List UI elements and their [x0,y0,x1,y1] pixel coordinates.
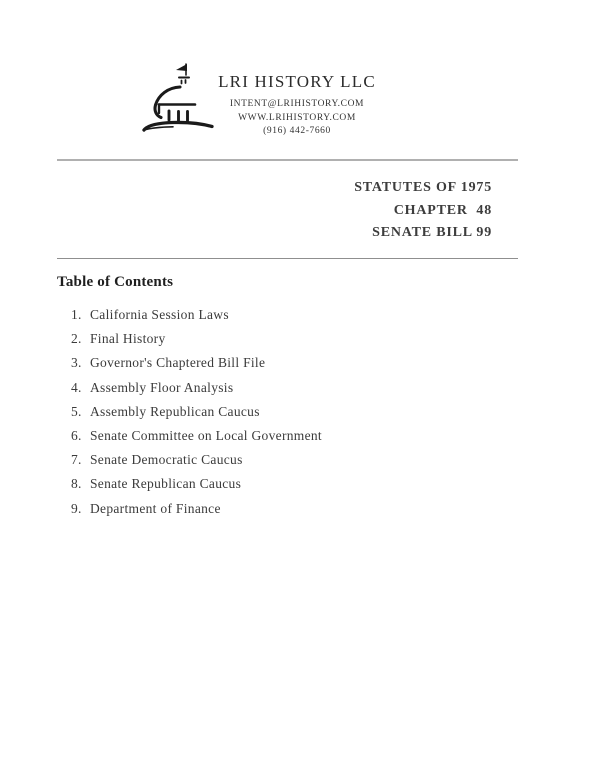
toc-item [71,327,322,351]
toc-item-number: 4. [71,379,82,395]
toc-item-number: 8. [71,476,82,492]
toc-item [71,303,322,327]
toc-item-number: 6. [71,428,82,444]
toc-item [71,351,322,375]
toc-item [71,376,322,400]
toc-item-label: Senate Republican Caucus [90,476,242,492]
toc-item [71,497,322,521]
toc-item-label: Department of Finance [90,500,221,516]
company-phone: (916) 442-7660 [263,126,331,136]
toc-list [71,303,322,521]
company-website: WWW.LRIHISTORY.COM [238,112,356,123]
toc-item [71,472,322,496]
toc-item-label: Senate Committee on Local Government [90,428,322,444]
toc-item-label: Final History [90,331,166,347]
toc-item-number: 2. [71,331,82,347]
toc-item-label: Assembly Floor Analysis [90,379,234,395]
toc-item [71,400,322,424]
divider-top [57,159,518,161]
senate-bill-line: SENATE BILL 99 [372,225,492,240]
divider-bottom [57,258,518,259]
statutes-line: STATUTES OF 1975 [354,180,492,195]
toc-item-label: Assembly Republican Caucus [90,403,260,419]
toc-item-number: 5. [71,403,82,419]
chapter-line: CHAPTER 48 [393,202,492,218]
toc-item [71,424,322,448]
toc-item-number: 1. [71,307,82,322]
letterhead [177,72,417,139]
toc-item-number: 3. [71,355,82,371]
toc-item [71,448,322,472]
document-info [354,177,492,245]
toc-item-label: California Session Laws [90,307,229,322]
toc-item-label: Senate Democratic Caucus [90,452,243,468]
company-name: LRI HISTORY LLC [218,72,376,91]
contact-block [177,98,417,139]
company-email: INTENT@LRIHISTORY.COM [229,99,365,109]
toc-item-number: 9. [71,500,82,516]
toc-title: Table of Contents [57,274,174,290]
toc-item-number: 7. [71,452,82,468]
toc-item-label: Governor's Chaptered Bill File [90,355,266,371]
